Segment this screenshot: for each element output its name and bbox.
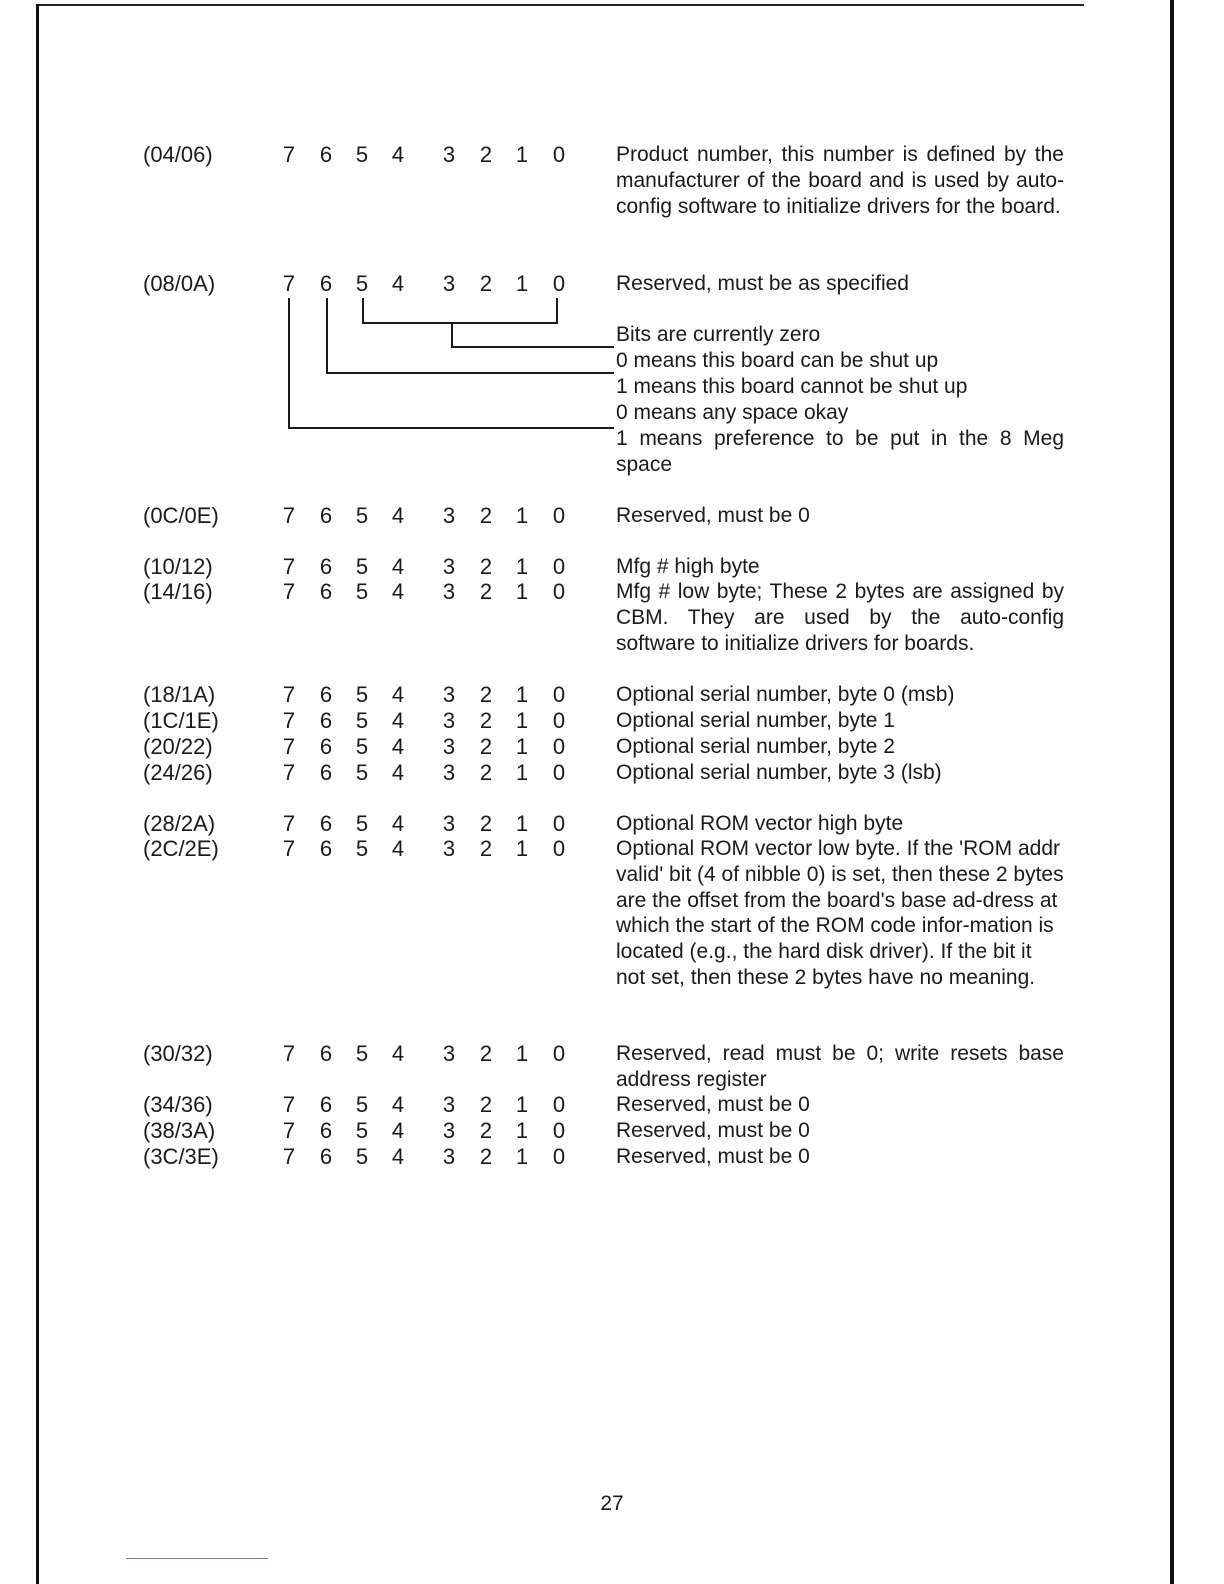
bit-2-label: 2 [479,579,493,604]
bit-6-label: 6 [319,1041,333,1066]
bits5-0-left [362,298,364,323]
bit-0-label: 0 [552,734,566,759]
bit-7-label: 7 [282,811,296,836]
bit-5-label: 5 [355,503,369,528]
annotation-shutup-1: 1 means this board cannot be shut up [616,375,968,398]
bit-5-label: 5 [355,1041,369,1066]
register-address: (30/32) [143,1041,213,1066]
bit-4-label: 4 [391,503,405,528]
bit-6-label: 6 [319,503,333,528]
bit-5-label: 5 [355,836,369,861]
bit-0-label: 0 [552,1092,566,1117]
register-address: (10/12) [143,554,213,579]
bit-5-label: 5 [355,554,369,579]
bit-7-label: 7 [282,708,296,733]
page-number: 27 [600,1492,624,1515]
register-description: Reserved, must be 0 [616,1145,810,1168]
bit-columns [275,579,575,605]
bit-6-label: 6 [319,682,333,707]
bit-3-label: 3 [442,1118,456,1143]
bit-7-label: 7 [282,1144,296,1169]
bit-5-label: 5 [355,811,369,836]
register-address: (20/22) [143,734,213,759]
bit7-leader [288,427,614,429]
bit-columns [275,760,575,786]
bit-2-label: 2 [479,1041,493,1066]
register-description: Mfg # high byte [616,555,760,578]
bit-5-label: 5 [355,1118,369,1143]
register-address: (1C/1E) [143,708,219,733]
register-description: Product number, this number is defined by the manufacturer of the board and is used by auto-config software to initialize drivers for the board. [616,143,1064,218]
register-address: (0C/0E) [143,503,219,528]
bit-7-label: 7 [282,1092,296,1117]
bits5-0-stem [451,322,453,347]
bit-0-label: 0 [552,1041,566,1066]
bit-2-label: 2 [479,271,493,296]
bit-2-label: 2 [479,142,493,167]
bit-columns [275,1118,575,1144]
register-address: (28/2A) [143,811,216,836]
register-description: Reserved, must be 0 [616,504,810,527]
bit-1-label: 1 [515,760,529,785]
bit-1-label: 1 [515,836,529,861]
bit-3-label: 3 [442,708,456,733]
top-border-rule [38,4,1084,6]
bit-0-label: 0 [552,708,566,733]
bit-4-label: 4 [391,836,405,861]
bit-6-label: 6 [319,734,333,759]
bit-columns [275,734,575,760]
bit-columns [275,1092,575,1118]
bit-columns [275,503,575,529]
bit-2-label: 2 [479,503,493,528]
bit-6-label: 6 [319,836,333,861]
bit-5-label: 5 [355,1144,369,1169]
bit-3-label: 3 [442,503,456,528]
bit-5-label: 5 [355,1092,369,1117]
register-description: Optional serial number, byte 2 [616,735,895,758]
bits5-0-right [556,298,558,323]
bit-3-label: 3 [442,1092,456,1117]
bit-3-label: 3 [442,682,456,707]
bit-6-label: 6 [319,554,333,579]
bit-6-label: 6 [319,271,333,296]
bit-5-label: 5 [355,708,369,733]
register-description: Reserved, must be 0 [616,1093,810,1116]
register-description: Optional serial number, byte 3 (lsb) [616,761,942,784]
bit-3-label: 3 [442,142,456,167]
register-description: Reserved, read must be 0; write resets base address register [616,1042,1064,1091]
bit-1-label: 1 [515,1144,529,1169]
bit-6-label: 6 [319,1118,333,1143]
bit-1-label: 1 [515,708,529,733]
bit-4-label: 4 [391,1092,405,1117]
bit-7-label: 7 [282,1118,296,1143]
bit-2-label: 2 [479,760,493,785]
bit-6-label: 6 [319,708,333,733]
bit-7-label: 7 [282,271,296,296]
register-address: (34/36) [143,1092,213,1117]
bit-4-label: 4 [391,682,405,707]
register-address: (18/1A) [143,682,216,707]
bit-4-label: 4 [391,579,405,604]
bit-columns [275,708,575,734]
register-address: (2C/2E) [143,836,219,861]
bit-3-label: 3 [442,811,456,836]
register-description: Optional ROM vector high byte [616,812,904,835]
bit-0-label: 0 [552,554,566,579]
register-description: Reserved, must be 0 [616,1119,810,1142]
bit-1-label: 1 [515,811,529,836]
bit-5-label: 5 [355,142,369,167]
register-address: (24/26) [143,760,213,785]
bottom-scan-mark [126,1558,268,1559]
bit-0-label: 0 [552,682,566,707]
bit-1-label: 1 [515,579,529,604]
left-border-rule [36,4,39,1584]
bit-2-label: 2 [479,682,493,707]
bit-2-label: 2 [479,1144,493,1169]
bit-2-label: 2 [479,1092,493,1117]
bit-0-label: 0 [552,503,566,528]
bit-3-label: 3 [442,760,456,785]
bit-columns [275,554,575,580]
bit-5-label: 5 [355,734,369,759]
bit-3-label: 3 [442,579,456,604]
bit-4-label: 4 [391,811,405,836]
bit-7-label: 7 [282,142,296,167]
register-address: (14/16) [143,579,213,604]
register-description: Optional serial number, byte 1 [616,709,895,732]
bit-4-label: 4 [391,142,405,167]
bit-4-label: 4 [391,1118,405,1143]
bit-3-label: 3 [442,836,456,861]
bit-2-label: 2 [479,836,493,861]
bit-4-label: 4 [391,1144,405,1169]
bit-5-label: 5 [355,579,369,604]
bit-0-label: 0 [552,271,566,296]
bit-4-label: 4 [391,734,405,759]
register-description: Mfg # low byte; These 2 bytes are assigned by CBM. They are used by the auto-config software to initialize drivers for boards. [616,580,1064,655]
bit-2-label: 2 [479,811,493,836]
bit-columns [275,811,575,837]
bit-1-label: 1 [515,1092,529,1117]
bit-0-label: 0 [552,1144,566,1169]
bit-columns [275,142,575,168]
register-description: Optional ROM vector low byte. If the 'ROM addr valid' bit (4 of nibble 0) is set, then these 2 bytes are the offset from the board's base ad-dress at which the start of the ROM code infor-mation is located (e.g., the hard disk driver). If the bit it not set, then these 2 bytes have no meaning. [616,837,1064,989]
bits5-0-leader [451,346,614,348]
bit-columns [275,682,575,708]
bit-2-label: 2 [479,554,493,579]
bit-5-label: 5 [355,760,369,785]
bit-columns [275,1041,575,1067]
bit-4-label: 4 [391,554,405,579]
bit-7-label: 7 [282,554,296,579]
bit-2-label: 2 [479,734,493,759]
bit-4-label: 4 [391,271,405,296]
bit-6-label: 6 [319,811,333,836]
bit-6-label: 6 [319,1144,333,1169]
register-address: (3C/3E) [143,1144,219,1169]
bit-columns [275,1144,575,1170]
bit-6-label: 6 [319,579,333,604]
bit6-bracket [326,298,328,373]
bit-columns [275,271,575,297]
annotation-space-1: 1 means preference to be put in the 8 Meg space [616,427,1064,476]
bit-1-label: 1 [515,1118,529,1143]
bit-7-label: 7 [282,579,296,604]
bit-3-label: 3 [442,554,456,579]
annotation-space-0: 0 means any space okay [616,401,849,424]
bit6-leader [326,372,614,374]
register-address: (38/3A) [143,1118,216,1143]
register-description: Reserved, must be as specified [616,272,909,295]
bit-3-label: 3 [442,271,456,296]
bit-0-label: 0 [552,1118,566,1143]
bit-4-label: 4 [391,760,405,785]
bit-2-label: 2 [479,1118,493,1143]
bit-6-label: 6 [319,142,333,167]
bit-columns [275,836,575,862]
bit-0-label: 0 [552,811,566,836]
bit-3-label: 3 [442,734,456,759]
bit-0-label: 0 [552,760,566,785]
bit-5-label: 5 [355,271,369,296]
annotation-shutup-0: 0 means this board can be shut up [616,349,939,372]
bit-1-label: 1 [515,142,529,167]
bit7-bracket [288,298,290,428]
bit-1-label: 1 [515,271,529,296]
bit-1-label: 1 [515,682,529,707]
bits5-0-bottom [362,322,558,324]
bit-1-label: 1 [515,503,529,528]
bit-7-label: 7 [282,503,296,528]
register-address: (08/0A) [143,271,216,296]
bit-0-label: 0 [552,836,566,861]
bit-4-label: 4 [391,708,405,733]
bit-7-label: 7 [282,734,296,759]
register-description: Optional serial number, byte 0 (msb) [616,683,955,706]
bit-1-label: 1 [515,554,529,579]
bit-7-label: 7 [282,760,296,785]
bit-6-label: 6 [319,1092,333,1117]
register-address: (04/06) [143,142,213,167]
bit-0-label: 0 [552,579,566,604]
bit-7-label: 7 [282,836,296,861]
bit-5-label: 5 [355,682,369,707]
bit-3-label: 3 [442,1041,456,1066]
bit-3-label: 3 [442,1144,456,1169]
annotation-bits-zero: Bits are currently zero [616,323,821,346]
bit-7-label: 7 [282,682,296,707]
bit-0-label: 0 [552,142,566,167]
bit-1-label: 1 [515,1041,529,1066]
bit-4-label: 4 [391,1041,405,1066]
bit-6-label: 6 [319,760,333,785]
bit-1-label: 1 [515,734,529,759]
bit-2-label: 2 [479,708,493,733]
right-border-rule [1170,0,1174,1584]
bit-7-label: 7 [282,1041,296,1066]
